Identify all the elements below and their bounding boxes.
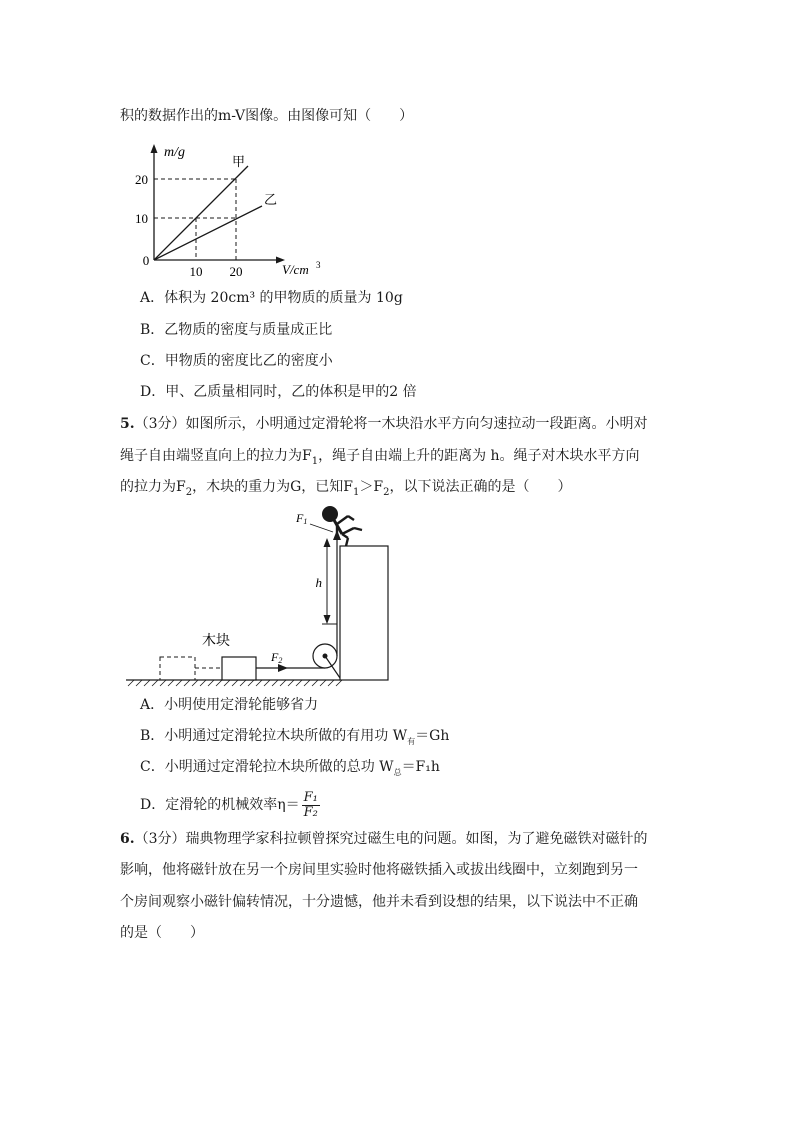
- q4-option-c: C．甲物质的密度比乙的密度小: [140, 353, 333, 369]
- q5-text-3c: ＞F: [359, 479, 384, 495]
- q5-line-3: [120, 477, 571, 503]
- q6-score: （3分）: [134, 831, 186, 847]
- q5-text-3a: 的拉力为F: [120, 479, 186, 495]
- q6-number: 6: [120, 831, 130, 847]
- origin-label: 0: [142, 253, 150, 268]
- q5-text-3-sub3: 2: [383, 486, 390, 498]
- q5-text-3-sub1: 2: [185, 486, 193, 498]
- q5-score: （3分）: [134, 416, 186, 432]
- h-label: h: [315, 575, 322, 590]
- q5-option-b: B．小明通过定滑轮拉木块所做的有用功 $W_有=Gh$: [140, 728, 450, 746]
- q5-line-1: 5.（3分）如图所示，小明通过定滑轮将一木块沿水平方向匀速拉动一段距离。小明对: [120, 416, 648, 432]
- x-axis-label: V/cm: [282, 262, 309, 277]
- f1-label: F1: [296, 511, 308, 526]
- line-yi-label: 乙: [264, 192, 278, 207]
- w-useful-subscript: 有: [407, 736, 416, 746]
- y-tick-10: 10: [135, 211, 148, 226]
- y-tick-20: 20: [135, 172, 148, 187]
- q6-line-1: 6.（3分）瑞典物理学家科拉顿曾探究过磁生电的问题。如图，为了避免磁铁对磁针的: [120, 831, 648, 847]
- q5-text-3d: ，以下说法正确的是（ ）: [389, 479, 572, 495]
- q5-option-c: C．小明通过定滑轮拉木块所做的总功 $W_总=F_1h$: [140, 759, 440, 777]
- q6-text-1: 瑞典物理学家科拉顿曾探究过磁生电的问题。如图，为了避免磁铁对磁针的: [185, 831, 648, 847]
- q4-stem-tail: 积的数据作出的m-V图像。由图像可知（ ）: [120, 108, 414, 124]
- q4-mv-graph: [130, 138, 330, 280]
- q5-pulley-figure: [126, 500, 394, 690]
- x-tick-20: 20: [229, 264, 243, 279]
- block-label: 木块: [202, 634, 230, 649]
- q5-line-2: [120, 446, 640, 472]
- q5-option-a: A．小明使用定滑轮能够省力: [140, 697, 319, 713]
- q4-option-b: B．乙物质的密度与质量成正比: [140, 322, 333, 338]
- q6-line-2: 影响，他将磁针放在另一个房间里实验时他将磁铁插入或拔出线圈中，立刻跑到另一: [120, 862, 638, 878]
- f2-label: F2: [271, 650, 283, 665]
- q5-text-3b: ，木块的重力为G，已知F: [192, 479, 353, 495]
- q5-option-d: D．定滑轮的机械效率η＝ $\frac{\text{F₁}}{\text{F₂}}$: [140, 789, 318, 820]
- q5-text-3-sub2: 1: [353, 486, 360, 498]
- y-axis-label: m/g: [164, 145, 185, 160]
- q5-number: 5: [120, 416, 130, 432]
- w-total-subscript: 总: [393, 767, 402, 777]
- x-axis-label-sup: 3: [316, 260, 321, 270]
- q6-line-3: 个房间观察小磁针偏转情况，十分遗憾，他并未看到设想的结果，以下说法中不正确: [120, 894, 638, 910]
- q5-text-2b: ，绳子自由端上升的距离为 h。绳子对木块水平方向: [318, 448, 640, 464]
- q5-text-2-sub: 1: [311, 455, 319, 467]
- x-tick-10: 10: [189, 264, 203, 279]
- q5-text-1: 如图所示，小明通过定滑轮将一木块沿水平方向匀速拉动一段距离。小明对: [185, 416, 648, 432]
- q4-option-d: D．甲、乙质量相同时，乙的体积是甲的2 倍: [140, 384, 417, 400]
- line-jia-label: 甲: [232, 154, 246, 169]
- q5-text-2a: 绳子自由端竖直向上的拉力为F: [120, 448, 312, 464]
- q4-option-a: A．体积为 20cm³ 的甲物质的质量为 10g: [140, 290, 403, 306]
- q6-line-4: 的是（ ）: [120, 925, 204, 941]
- efficiency-fraction: $\frac{\text{F₁}}{\text{F₂}}$: [303, 789, 318, 820]
